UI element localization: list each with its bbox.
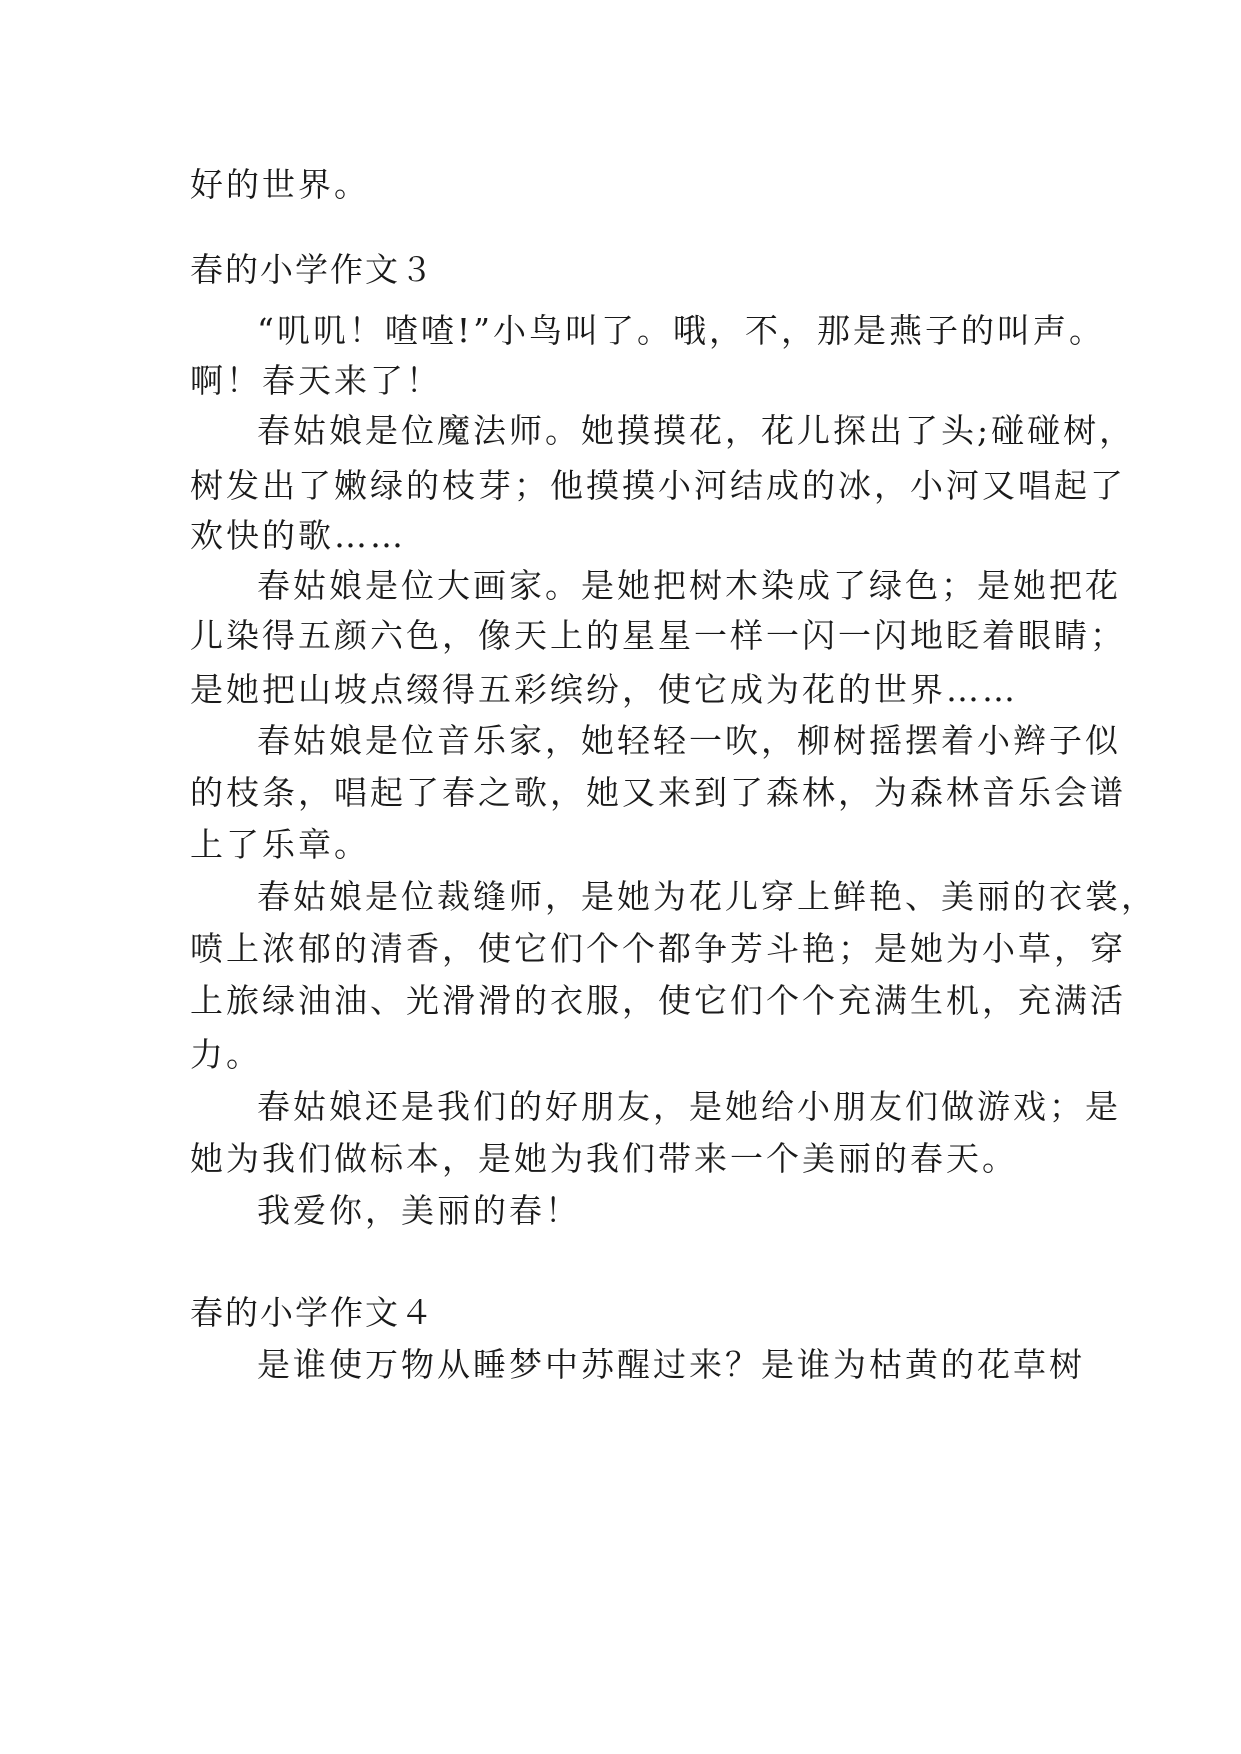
- paragraph-line: 上旅绿油油、光滑滑的衣服，使它们个个充满生机，充满活: [190, 981, 1126, 1020]
- paragraph-line: 春姑娘是位裁缝师，是她为花儿穿上鲜艳、美丽的衣裳，: [257, 877, 1157, 916]
- section-heading: 春的小学作文４: [190, 1293, 435, 1332]
- paragraph-line: 力。: [190, 1035, 262, 1074]
- paragraph-line: 的枝条，唱起了春之歌，她又来到了森林，为森林音乐会谱: [190, 773, 1126, 812]
- paragraph-line: 欢快的歌……: [190, 516, 406, 555]
- paragraph-line: 是她把山坡点缀得五彩缤纷，使它成为花的世界……: [190, 670, 1018, 709]
- paragraph-line: 喷上浓郁的清香，使它们个个都争芳斗艳；是她为小草，穿: [190, 929, 1126, 968]
- paragraph-line: 啊！春天来了！: [190, 361, 442, 400]
- paragraph-line: 春姑娘是位魔法师。她摸摸花，花儿探出了头;碰碰树，: [257, 411, 1136, 450]
- paragraph-line: 是谁使万物从睡梦中苏醒过来？是谁为枯黄的花草树: [257, 1345, 1085, 1384]
- paragraph-line: 春姑娘还是我们的好朋友，是她给小朋友们做游戏；是: [257, 1087, 1121, 1126]
- paragraph-line: 树发出了嫩绿的枝芽；他摸摸小河结成的冰，小河又唱起了: [190, 466, 1126, 505]
- paragraph-line: 春姑娘是位大画家。是她把树木染成了绿色；是她把花: [257, 566, 1121, 605]
- paragraph-line: 好的世界。: [190, 165, 370, 204]
- paragraph-line: 她为我们做标本，是她为我们带来一个美丽的春天。: [190, 1139, 1018, 1178]
- paragraph-line: 儿染得五颜六色，像天上的星星一样一闪一闪地眨着眼睛；: [190, 616, 1126, 655]
- paragraph-line: 我爱你，美丽的春！: [257, 1191, 581, 1230]
- section-heading: 春的小学作文３: [190, 250, 435, 289]
- paragraph-line: “叽叽！喳喳!”小鸟叫了。哦，不，那是燕子的叫声。: [257, 311, 1106, 350]
- paragraph-line: 春姑娘是位音乐家，她轻轻一吹，柳树摇摆着小辫子似: [257, 721, 1121, 760]
- paragraph-line: 上了乐章。: [190, 825, 370, 864]
